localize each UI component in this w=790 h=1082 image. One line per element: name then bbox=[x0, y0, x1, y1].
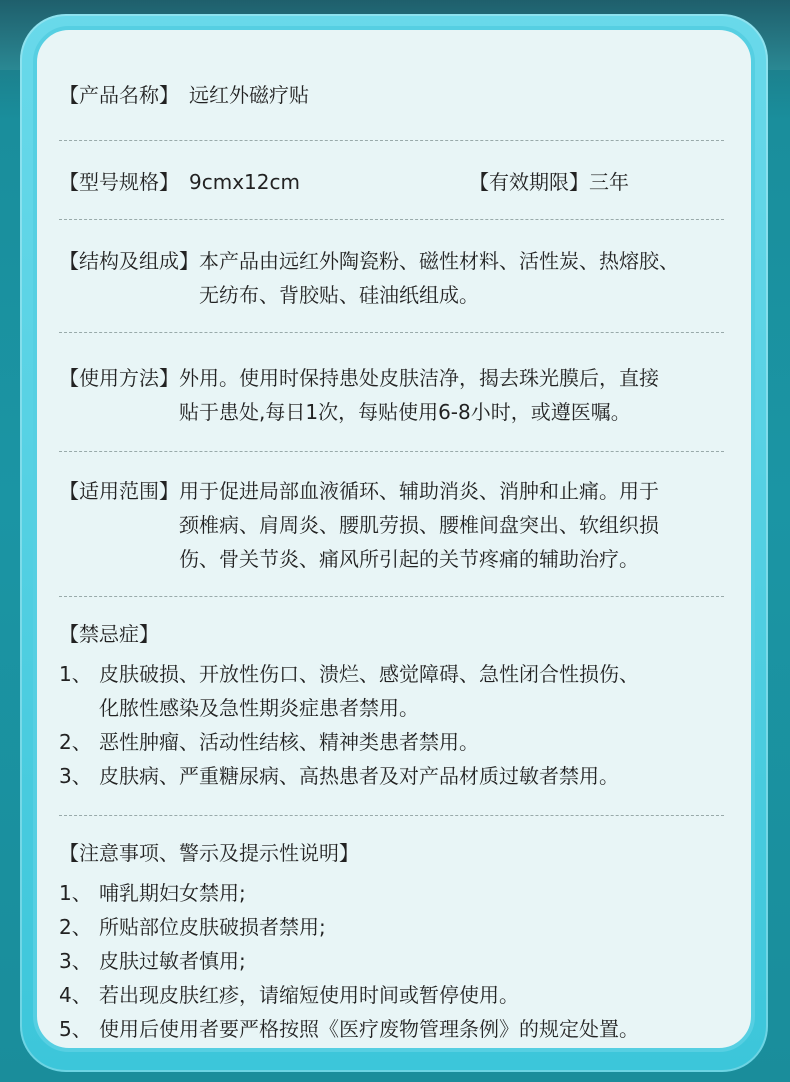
item-number: 1、 bbox=[59, 662, 92, 686]
expiry-label: 【有效期限】 bbox=[469, 170, 589, 194]
list-item bbox=[59, 910, 749, 944]
usage-label: 【使用方法】 bbox=[59, 366, 179, 390]
model-label: 【型号规格】 bbox=[59, 170, 179, 194]
scope-label: 【适用范围】 bbox=[59, 479, 179, 503]
list-item bbox=[59, 978, 749, 1012]
usage-text bbox=[179, 361, 749, 429]
notes-section bbox=[59, 836, 749, 1046]
list-item bbox=[59, 657, 749, 725]
divider bbox=[59, 140, 724, 141]
item-text bbox=[99, 759, 749, 793]
product-name-value: 远红外磁疗贴 bbox=[189, 83, 309, 107]
list-item bbox=[59, 725, 749, 759]
scope-line: 用于促进局部血液循环、辅助消炎、消肿和止痛。用于 bbox=[179, 479, 659, 503]
notes-title: 【注意事项、警示及提示性说明】 bbox=[59, 841, 359, 865]
item-line: 恶性肿瘤、活动性结核、精神类患者禁用。 bbox=[99, 730, 479, 754]
item-text bbox=[99, 657, 749, 725]
structure-line: 无纺布、背胶贴、硅油纸组成。 bbox=[199, 283, 479, 307]
item-text: 哺乳期妇女禁用; bbox=[99, 881, 246, 905]
scope-line: 颈椎病、肩周炎、腰肌劳损、腰椎间盘突出、软组织损 bbox=[179, 513, 659, 537]
item-number: 2、 bbox=[59, 915, 92, 939]
item-text: 使用后使用者要严格按照《医疗废物管理条例》的规定处置。 bbox=[99, 1017, 639, 1041]
scope-line: 伤、骨关节炎、痛风所引起的关节疼痛的辅助治疗。 bbox=[179, 547, 639, 571]
list-item bbox=[59, 944, 749, 978]
contraindications-title: 【禁忌症】 bbox=[59, 622, 159, 646]
divider bbox=[59, 219, 724, 220]
model-value: 9cmx12cm bbox=[189, 170, 300, 194]
item-number: 3、 bbox=[59, 764, 92, 788]
list-item bbox=[59, 876, 749, 910]
scope-row bbox=[59, 474, 749, 576]
usage-line: 外用。使用时保持患处皮肤洁净，揭去珠光膜后，直接 bbox=[179, 366, 659, 390]
list-item bbox=[59, 1012, 749, 1046]
product-name-label: 【产品名称】 bbox=[59, 83, 179, 107]
notes-list bbox=[59, 876, 749, 1046]
item-number: 1、 bbox=[59, 881, 92, 905]
divider bbox=[59, 815, 724, 816]
item-text: 若出现皮肤红疹，请缩短使用时间或暂停使用。 bbox=[99, 983, 519, 1007]
card-content bbox=[59, 70, 749, 1046]
instruction-card bbox=[33, 26, 755, 1052]
item-line: 化脓性感染及急性期炎症患者禁用。 bbox=[99, 696, 419, 720]
item-number: 3、 bbox=[59, 949, 92, 973]
structure-row bbox=[59, 244, 749, 312]
structure-label: 【结构及组成】 bbox=[59, 249, 199, 273]
item-line: 皮肤病、严重糖尿病、高热患者及对产品材质过敏者禁用。 bbox=[99, 764, 619, 788]
item-text: 所贴部位皮肤破损者禁用; bbox=[99, 915, 326, 939]
item-line: 皮肤破损、开放性伤口、溃烂、感觉障碍、急性闭合性损伤、 bbox=[99, 662, 639, 686]
product-name-row bbox=[59, 78, 749, 112]
contraindications-list bbox=[59, 657, 749, 793]
expiry-value: 三年 bbox=[589, 170, 629, 194]
item-number: 5、 bbox=[59, 1017, 92, 1041]
usage-line: 贴于患处,每日1次，每贴使用6-8小时，或遵医嘱。 bbox=[179, 400, 631, 424]
contraindications-section bbox=[59, 617, 749, 793]
item-text: 皮肤过敏者慎用; bbox=[99, 949, 246, 973]
item-number: 2、 bbox=[59, 730, 92, 754]
item-number: 4、 bbox=[59, 983, 92, 1007]
divider bbox=[59, 332, 724, 333]
item-text bbox=[99, 725, 749, 759]
usage-row bbox=[59, 361, 749, 429]
structure-text bbox=[199, 244, 749, 312]
scope-text bbox=[179, 474, 749, 576]
divider bbox=[59, 451, 724, 452]
list-item bbox=[59, 759, 749, 793]
divider bbox=[59, 596, 724, 597]
structure-line: 本产品由远红外陶瓷粉、磁性材料、活性炭、热熔胶、 bbox=[199, 249, 679, 273]
model-row bbox=[59, 165, 749, 199]
